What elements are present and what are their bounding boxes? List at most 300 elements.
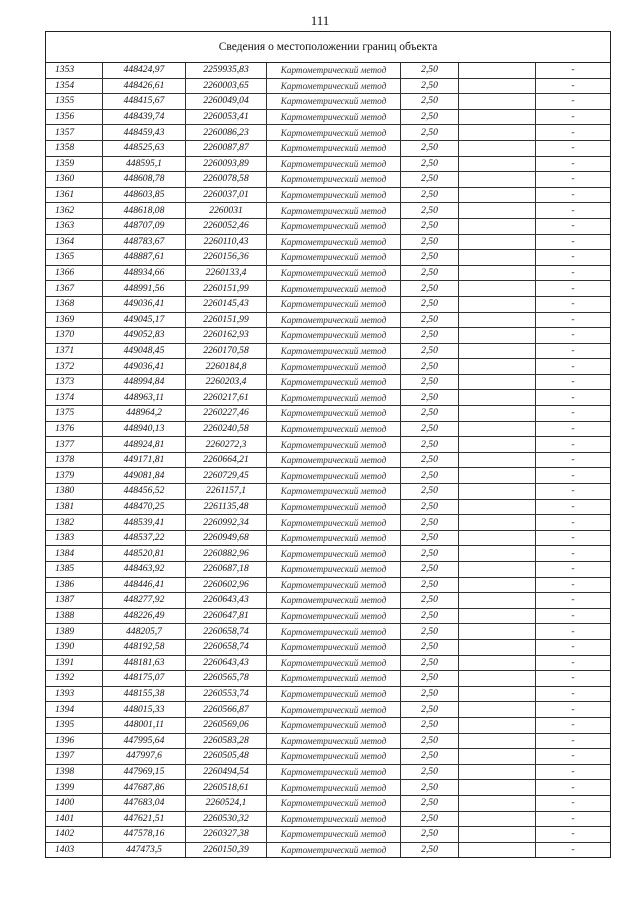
precision-cell: 2,50 bbox=[401, 78, 459, 94]
table-row bbox=[46, 406, 610, 422]
x-coordinate-cell: 448537,22 bbox=[103, 530, 186, 546]
method-cell: Картометрический метод bbox=[267, 608, 401, 624]
y-coordinate-cell: 2260658,74 bbox=[186, 639, 267, 655]
precision-cell: 2,50 bbox=[401, 780, 459, 796]
precision-cell: 2,50 bbox=[401, 717, 459, 733]
point-number-cell: 1353 bbox=[46, 63, 103, 78]
x-coordinate-cell: 448964,2 bbox=[103, 406, 186, 422]
point-number-cell: 1365 bbox=[46, 250, 103, 266]
y-coordinate-cell: 2260327,38 bbox=[186, 827, 267, 843]
point-number-cell: 1389 bbox=[46, 624, 103, 640]
empty-cell bbox=[459, 234, 536, 250]
method-cell: Картометрический метод bbox=[267, 484, 401, 500]
table-row bbox=[46, 172, 610, 188]
method-cell: Картометрический метод bbox=[267, 671, 401, 687]
table-row bbox=[46, 593, 610, 609]
precision-cell: 2,50 bbox=[401, 390, 459, 406]
precision-cell: 2,50 bbox=[401, 140, 459, 156]
table-row bbox=[46, 125, 610, 141]
point-number-cell: 1393 bbox=[46, 686, 103, 702]
y-coordinate-cell: 2260110,43 bbox=[186, 234, 267, 250]
table-row bbox=[46, 187, 610, 203]
table-row bbox=[46, 296, 610, 312]
table-row bbox=[46, 328, 610, 344]
table-row bbox=[46, 639, 610, 655]
empty-cell bbox=[459, 655, 536, 671]
method-cell: Картометрический метод bbox=[267, 515, 401, 531]
table-row bbox=[46, 515, 610, 531]
point-number-cell: 1355 bbox=[46, 94, 103, 110]
note-cell: - bbox=[536, 406, 611, 422]
table-row bbox=[46, 78, 610, 94]
point-number-cell: 1377 bbox=[46, 437, 103, 453]
empty-cell bbox=[459, 437, 536, 453]
table-row bbox=[46, 250, 610, 266]
note-cell: - bbox=[536, 764, 611, 780]
x-coordinate-cell: 448424,97 bbox=[103, 63, 186, 78]
y-coordinate-cell: 2260602,96 bbox=[186, 577, 267, 593]
note-cell: - bbox=[536, 686, 611, 702]
note-cell: - bbox=[536, 468, 611, 484]
x-coordinate-cell: 447969,15 bbox=[103, 764, 186, 780]
method-cell: Картометрический метод bbox=[267, 140, 401, 156]
precision-cell: 2,50 bbox=[401, 328, 459, 344]
table-title: Сведения о местоположении границ объекта bbox=[46, 32, 610, 63]
precision-cell: 2,50 bbox=[401, 203, 459, 219]
method-cell: Картометрический метод bbox=[267, 343, 401, 359]
empty-cell bbox=[459, 546, 536, 562]
method-cell: Картометрический метод bbox=[267, 686, 401, 702]
point-number-cell: 1376 bbox=[46, 421, 103, 437]
x-coordinate-cell: 449081,84 bbox=[103, 468, 186, 484]
empty-cell bbox=[459, 421, 536, 437]
table-row bbox=[46, 530, 610, 546]
empty-cell bbox=[459, 140, 536, 156]
x-coordinate-cell: 449036,41 bbox=[103, 296, 186, 312]
y-coordinate-cell: 2260566,87 bbox=[186, 702, 267, 718]
y-coordinate-cell: 2260687,18 bbox=[186, 562, 267, 578]
x-coordinate-cell: 448456,52 bbox=[103, 484, 186, 500]
empty-cell bbox=[459, 265, 536, 281]
precision-cell: 2,50 bbox=[401, 125, 459, 141]
note-cell: - bbox=[536, 187, 611, 203]
empty-cell bbox=[459, 593, 536, 609]
note-cell: - bbox=[536, 63, 611, 78]
table-row bbox=[46, 468, 610, 484]
point-number-cell: 1364 bbox=[46, 234, 103, 250]
empty-cell bbox=[459, 686, 536, 702]
method-cell: Картометрический метод bbox=[267, 655, 401, 671]
point-number-cell: 1372 bbox=[46, 359, 103, 375]
x-coordinate-cell: 449171,81 bbox=[103, 452, 186, 468]
precision-cell: 2,50 bbox=[401, 639, 459, 655]
note-cell: - bbox=[536, 484, 611, 500]
y-coordinate-cell: 2260133,4 bbox=[186, 265, 267, 281]
x-coordinate-cell: 448426,61 bbox=[103, 78, 186, 94]
empty-cell bbox=[459, 172, 536, 188]
point-number-cell: 1391 bbox=[46, 655, 103, 671]
table-row bbox=[46, 702, 610, 718]
empty-cell bbox=[459, 452, 536, 468]
table-row bbox=[46, 577, 610, 593]
x-coordinate-cell: 448415,67 bbox=[103, 94, 186, 110]
empty-cell bbox=[459, 109, 536, 125]
method-cell: Картометрический метод bbox=[267, 250, 401, 266]
x-coordinate-cell: 448783,67 bbox=[103, 234, 186, 250]
table-row bbox=[46, 343, 610, 359]
x-coordinate-cell: 447995,64 bbox=[103, 733, 186, 749]
note-cell: - bbox=[536, 515, 611, 531]
empty-cell bbox=[459, 671, 536, 687]
method-cell: Картометрический метод bbox=[267, 312, 401, 328]
point-number-cell: 1395 bbox=[46, 717, 103, 733]
point-number-cell: 1380 bbox=[46, 484, 103, 500]
table-row bbox=[46, 234, 610, 250]
empty-cell bbox=[459, 374, 536, 390]
table-row bbox=[46, 437, 610, 453]
point-number-cell: 1383 bbox=[46, 530, 103, 546]
precision-cell: 2,50 bbox=[401, 218, 459, 234]
method-cell: Картометрический метод bbox=[267, 717, 401, 733]
point-number-cell: 1373 bbox=[46, 374, 103, 390]
table-row bbox=[46, 390, 610, 406]
method-cell: Картометрический метод bbox=[267, 296, 401, 312]
x-coordinate-cell: 448539,41 bbox=[103, 515, 186, 531]
y-coordinate-cell: 2260087,87 bbox=[186, 140, 267, 156]
y-coordinate-cell: 2260992,34 bbox=[186, 515, 267, 531]
y-coordinate-cell: 2260664,21 bbox=[186, 452, 267, 468]
x-coordinate-cell: 448470,25 bbox=[103, 499, 186, 515]
method-cell: Картометрический метод bbox=[267, 811, 401, 827]
method-cell: Картометрический метод bbox=[267, 437, 401, 453]
note-cell: - bbox=[536, 125, 611, 141]
table-row bbox=[46, 686, 610, 702]
x-coordinate-cell: 447683,04 bbox=[103, 795, 186, 811]
table-body bbox=[46, 63, 610, 857]
empty-cell bbox=[459, 749, 536, 765]
y-coordinate-cell: 2260184,8 bbox=[186, 359, 267, 375]
y-coordinate-cell: 2260658,74 bbox=[186, 624, 267, 640]
point-number-cell: 1360 bbox=[46, 172, 103, 188]
table-row bbox=[46, 359, 610, 375]
x-coordinate-cell: 449052,83 bbox=[103, 328, 186, 344]
method-cell: Картометрический метод bbox=[267, 281, 401, 297]
table-row bbox=[46, 655, 610, 671]
note-cell: - bbox=[536, 671, 611, 687]
y-coordinate-cell: 2260053,41 bbox=[186, 109, 267, 125]
point-number-cell: 1385 bbox=[46, 562, 103, 578]
y-coordinate-cell: 2261135,48 bbox=[186, 499, 267, 515]
y-coordinate-cell: 2260162,93 bbox=[186, 328, 267, 344]
precision-cell: 2,50 bbox=[401, 515, 459, 531]
table-row bbox=[46, 811, 610, 827]
y-coordinate-cell: 2260217,61 bbox=[186, 390, 267, 406]
note-cell: - bbox=[536, 780, 611, 796]
y-coordinate-cell: 2260037,01 bbox=[186, 187, 267, 203]
table-row bbox=[46, 109, 610, 125]
precision-cell: 2,50 bbox=[401, 530, 459, 546]
method-cell: Картометрический метод bbox=[267, 733, 401, 749]
precision-cell: 2,50 bbox=[401, 562, 459, 578]
method-cell: Картометрический метод bbox=[267, 749, 401, 765]
table-row bbox=[46, 764, 610, 780]
note-cell: - bbox=[536, 296, 611, 312]
x-coordinate-cell: 448277,92 bbox=[103, 593, 186, 609]
method-cell: Картометрический метод bbox=[267, 546, 401, 562]
note-cell: - bbox=[536, 250, 611, 266]
y-coordinate-cell: 2260203,4 bbox=[186, 374, 267, 390]
table-row bbox=[46, 795, 610, 811]
point-number-cell: 1379 bbox=[46, 468, 103, 484]
table-row bbox=[46, 312, 610, 328]
x-coordinate-cell: 447578,16 bbox=[103, 827, 186, 843]
precision-cell: 2,50 bbox=[401, 187, 459, 203]
method-cell: Картометрический метод bbox=[267, 780, 401, 796]
precision-cell: 2,50 bbox=[401, 655, 459, 671]
point-number-cell: 1382 bbox=[46, 515, 103, 531]
x-coordinate-cell: 447687,86 bbox=[103, 780, 186, 796]
table-row bbox=[46, 733, 610, 749]
point-number-cell: 1366 bbox=[46, 265, 103, 281]
y-coordinate-cell: 2260524,1 bbox=[186, 795, 267, 811]
empty-cell bbox=[459, 281, 536, 297]
x-coordinate-cell: 447997,6 bbox=[103, 749, 186, 765]
precision-cell: 2,50 bbox=[401, 749, 459, 765]
precision-cell: 2,50 bbox=[401, 406, 459, 422]
y-coordinate-cell: 2260647,81 bbox=[186, 608, 267, 624]
empty-cell bbox=[459, 702, 536, 718]
precision-cell: 2,50 bbox=[401, 452, 459, 468]
y-coordinate-cell: 2261157,1 bbox=[186, 484, 267, 500]
table-row bbox=[46, 671, 610, 687]
table-row bbox=[46, 421, 610, 437]
x-coordinate-cell: 447473,5 bbox=[103, 842, 186, 857]
x-coordinate-cell: 448940,13 bbox=[103, 421, 186, 437]
precision-cell: 2,50 bbox=[401, 468, 459, 484]
note-cell: - bbox=[536, 608, 611, 624]
note-cell: - bbox=[536, 842, 611, 857]
method-cell: Картометрический метод bbox=[267, 842, 401, 857]
empty-cell bbox=[459, 468, 536, 484]
empty-cell bbox=[459, 562, 536, 578]
method-cell: Картометрический метод bbox=[267, 499, 401, 515]
precision-cell: 2,50 bbox=[401, 156, 459, 172]
method-cell: Картометрический метод bbox=[267, 639, 401, 655]
precision-cell: 2,50 bbox=[401, 374, 459, 390]
point-number-cell: 1388 bbox=[46, 608, 103, 624]
y-coordinate-cell: 2260949,68 bbox=[186, 530, 267, 546]
table-row bbox=[46, 140, 610, 156]
note-cell: - bbox=[536, 546, 611, 562]
method-cell: Картометрический метод bbox=[267, 702, 401, 718]
precision-cell: 2,50 bbox=[401, 359, 459, 375]
empty-cell bbox=[459, 717, 536, 733]
table-row bbox=[46, 749, 610, 765]
y-coordinate-cell: 2260031 bbox=[186, 203, 267, 219]
empty-cell bbox=[459, 390, 536, 406]
y-coordinate-cell: 2260494,54 bbox=[186, 764, 267, 780]
method-cell: Картометрический метод bbox=[267, 530, 401, 546]
note-cell: - bbox=[536, 811, 611, 827]
precision-cell: 2,50 bbox=[401, 842, 459, 857]
empty-cell bbox=[459, 218, 536, 234]
table-row bbox=[46, 374, 610, 390]
table-row bbox=[46, 842, 610, 857]
x-coordinate-cell: 449045,17 bbox=[103, 312, 186, 328]
empty-cell bbox=[459, 406, 536, 422]
empty-cell bbox=[459, 624, 536, 640]
empty-cell bbox=[459, 639, 536, 655]
x-coordinate-cell: 448887,61 bbox=[103, 250, 186, 266]
y-coordinate-cell: 2260086,23 bbox=[186, 125, 267, 141]
point-number-cell: 1375 bbox=[46, 406, 103, 422]
y-coordinate-cell: 2260505,48 bbox=[186, 749, 267, 765]
point-number-cell: 1386 bbox=[46, 577, 103, 593]
method-cell: Картометрический метод bbox=[267, 577, 401, 593]
x-coordinate-cell: 448520,81 bbox=[103, 546, 186, 562]
empty-cell bbox=[459, 250, 536, 266]
empty-cell bbox=[459, 359, 536, 375]
table-row bbox=[46, 624, 610, 640]
x-coordinate-cell: 448175,07 bbox=[103, 671, 186, 687]
point-number-cell: 1354 bbox=[46, 78, 103, 94]
note-cell: - bbox=[536, 94, 611, 110]
method-cell: Картометрический метод bbox=[267, 406, 401, 422]
point-number-cell: 1363 bbox=[46, 218, 103, 234]
precision-cell: 2,50 bbox=[401, 234, 459, 250]
precision-cell: 2,50 bbox=[401, 624, 459, 640]
precision-cell: 2,50 bbox=[401, 811, 459, 827]
method-cell: Картометрический метод bbox=[267, 624, 401, 640]
x-coordinate-cell: 448595,1 bbox=[103, 156, 186, 172]
note-cell: - bbox=[536, 702, 611, 718]
empty-cell bbox=[459, 203, 536, 219]
y-coordinate-cell: 2260145,43 bbox=[186, 296, 267, 312]
x-coordinate-cell: 449036,41 bbox=[103, 359, 186, 375]
table-row bbox=[46, 203, 610, 219]
note-cell: - bbox=[536, 624, 611, 640]
coordinates-table bbox=[46, 63, 610, 857]
method-cell: Картометрический метод bbox=[267, 452, 401, 468]
note-cell: - bbox=[536, 593, 611, 609]
note-cell: - bbox=[536, 234, 611, 250]
y-coordinate-cell: 2260729,45 bbox=[186, 468, 267, 484]
note-cell: - bbox=[536, 827, 611, 843]
table-row bbox=[46, 452, 610, 468]
empty-cell bbox=[459, 312, 536, 328]
note-cell: - bbox=[536, 78, 611, 94]
empty-cell bbox=[459, 515, 536, 531]
precision-cell: 2,50 bbox=[401, 608, 459, 624]
table-row bbox=[46, 156, 610, 172]
empty-cell bbox=[459, 577, 536, 593]
empty-cell bbox=[459, 842, 536, 857]
precision-cell: 2,50 bbox=[401, 343, 459, 359]
point-number-cell: 1398 bbox=[46, 764, 103, 780]
method-cell: Картометрический метод bbox=[267, 156, 401, 172]
method-cell: Картометрический метод bbox=[267, 562, 401, 578]
empty-cell bbox=[459, 499, 536, 515]
empty-cell bbox=[459, 63, 536, 78]
point-number-cell: 1371 bbox=[46, 343, 103, 359]
empty-cell bbox=[459, 530, 536, 546]
point-number-cell: 1378 bbox=[46, 452, 103, 468]
y-coordinate-cell: 2260583,28 bbox=[186, 733, 267, 749]
note-cell: - bbox=[536, 795, 611, 811]
x-coordinate-cell: 448459,43 bbox=[103, 125, 186, 141]
x-coordinate-cell: 449048,45 bbox=[103, 343, 186, 359]
point-number-cell: 1370 bbox=[46, 328, 103, 344]
note-cell: - bbox=[536, 265, 611, 281]
table-row bbox=[46, 562, 610, 578]
precision-cell: 2,50 bbox=[401, 764, 459, 780]
method-cell: Картометрический метод bbox=[267, 390, 401, 406]
note-cell: - bbox=[536, 655, 611, 671]
empty-cell bbox=[459, 187, 536, 203]
method-cell: Картометрический метод bbox=[267, 172, 401, 188]
note-cell: - bbox=[536, 281, 611, 297]
method-cell: Картометрический метод bbox=[267, 827, 401, 843]
method-cell: Картометрический метод bbox=[267, 265, 401, 281]
method-cell: Картометрический метод bbox=[267, 593, 401, 609]
y-coordinate-cell: 2260170,58 bbox=[186, 343, 267, 359]
table-row bbox=[46, 546, 610, 562]
x-coordinate-cell: 448192,58 bbox=[103, 639, 186, 655]
note-cell: - bbox=[536, 109, 611, 125]
note-cell: - bbox=[536, 328, 611, 344]
point-number-cell: 1400 bbox=[46, 795, 103, 811]
precision-cell: 2,50 bbox=[401, 437, 459, 453]
note-cell: - bbox=[536, 530, 611, 546]
note-cell: - bbox=[536, 203, 611, 219]
method-cell: Картометрический метод bbox=[267, 94, 401, 110]
x-coordinate-cell: 447621,51 bbox=[103, 811, 186, 827]
point-number-cell: 1401 bbox=[46, 811, 103, 827]
x-coordinate-cell: 448181,63 bbox=[103, 655, 186, 671]
point-number-cell: 1361 bbox=[46, 187, 103, 203]
x-coordinate-cell: 448603,85 bbox=[103, 187, 186, 203]
point-number-cell: 1399 bbox=[46, 780, 103, 796]
note-cell: - bbox=[536, 717, 611, 733]
point-number-cell: 1390 bbox=[46, 639, 103, 655]
y-coordinate-cell: 2259935,83 bbox=[186, 63, 267, 78]
precision-cell: 2,50 bbox=[401, 421, 459, 437]
precision-cell: 2,50 bbox=[401, 312, 459, 328]
point-number-cell: 1384 bbox=[46, 546, 103, 562]
table-row bbox=[46, 63, 610, 78]
precision-cell: 2,50 bbox=[401, 686, 459, 702]
point-number-cell: 1367 bbox=[46, 281, 103, 297]
precision-cell: 2,50 bbox=[401, 265, 459, 281]
method-cell: Картометрический метод bbox=[267, 764, 401, 780]
table-row bbox=[46, 218, 610, 234]
note-cell: - bbox=[536, 562, 611, 578]
note-cell: - bbox=[536, 172, 611, 188]
point-number-cell: 1357 bbox=[46, 125, 103, 141]
empty-cell bbox=[459, 733, 536, 749]
precision-cell: 2,50 bbox=[401, 593, 459, 609]
x-coordinate-cell: 448608,78 bbox=[103, 172, 186, 188]
note-cell: - bbox=[536, 452, 611, 468]
y-coordinate-cell: 2260093,89 bbox=[186, 156, 267, 172]
method-cell: Картометрический метод bbox=[267, 359, 401, 375]
point-number-cell: 1356 bbox=[46, 109, 103, 125]
method-cell: Картометрический метод bbox=[267, 234, 401, 250]
point-number-cell: 1381 bbox=[46, 499, 103, 515]
table-row bbox=[46, 265, 610, 281]
note-cell: - bbox=[536, 733, 611, 749]
y-coordinate-cell: 2260643,43 bbox=[186, 593, 267, 609]
